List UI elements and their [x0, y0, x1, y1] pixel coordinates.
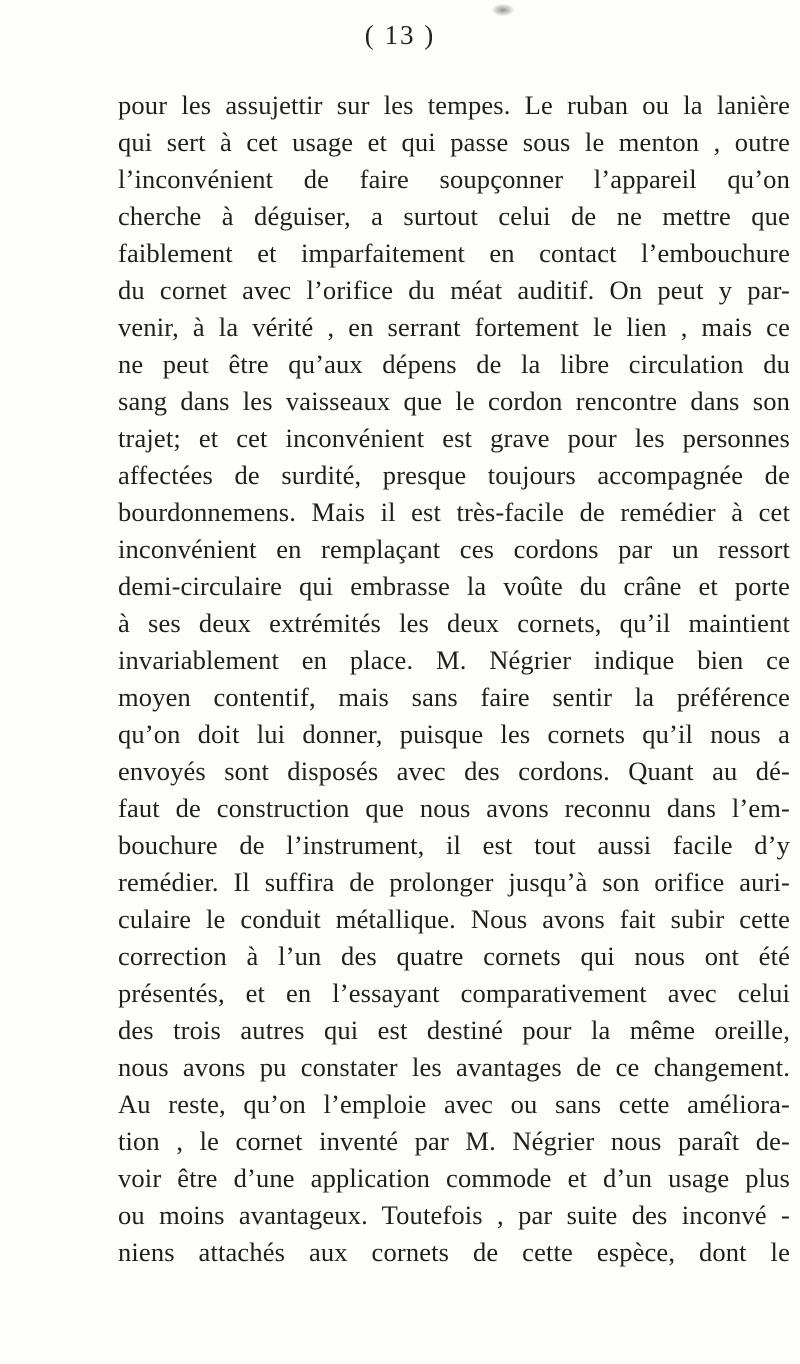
text-line: bourdonnemens. Mais il est très-facile de remédier à cet — [118, 497, 790, 527]
text-line: ne peut être qu’aux dépens de la libre circulation du — [118, 349, 790, 379]
text-line: qu’on doit lui donner, puisque les cornets qu’il nous a — [118, 719, 790, 749]
text-line: cherche à déguiser, a surtout celui de ne mettre que — [118, 201, 790, 231]
text-line: invariablement en place. M. Négrier indique bien ce — [118, 645, 790, 675]
text-line: envoyés sont disposés avec des cordons. Quant au dé- — [118, 756, 790, 786]
text-line: présentés, et en l’essayant comparativement avec celui — [118, 978, 790, 1008]
text-line: faiblement et imparfaitement en contact l’embouchure — [118, 238, 790, 268]
text-line: nous avons pu constater les avantages de ce changement. — [118, 1052, 790, 1082]
text-line: bouchure de l’instrument, il est tout aussi facile d’y — [118, 830, 790, 860]
text-line: tion , le cornet inventé par M. Négrier nous paraît de- — [118, 1126, 790, 1156]
text-line: demi-circulaire qui embrasse la voûte du crâne et porte — [118, 571, 790, 601]
body-text — [118, 87, 790, 1271]
text-line: inconvénient en remplaçant ces cordons par un ressort — [118, 534, 790, 564]
text-line: ou moins avantageux. Toutefois , par suite des inconvé - — [118, 1200, 790, 1230]
text-line: correction à l’un des quatre cornets qui nous ont été — [118, 941, 790, 971]
text-line: Au reste, qu’on l’emploie avec ou sans cette améliora- — [118, 1089, 790, 1119]
page-number: ( 13 ) — [364, 20, 436, 50]
text-line: à ses deux extrémités les deux cornets, qu’il maintient — [118, 608, 790, 638]
ink-smudge — [492, 4, 514, 16]
text-line: venir, à la vérité , en serrant fortement le lien , mais ce — [118, 312, 790, 342]
text-line: trajet; et cet inconvénient est grave pour les personnes — [118, 423, 790, 453]
text-line: qui sert à cet usage et qui passe sous le menton , outre — [118, 127, 790, 157]
text-line: du cornet avec l’orifice du méat auditif. On peut y par- — [118, 275, 790, 305]
text-line: pour les assujettir sur les tempes. Le ruban ou la lanière — [118, 90, 790, 120]
text-line: remédier. Il suffira de prolonger jusqu’à son orifice auri- — [118, 867, 790, 897]
text-line: des trois autres qui est destiné pour la même oreille, — [118, 1015, 790, 1045]
text-line: niens attachés aux cornets de cette espèce, dont le — [118, 1237, 790, 1267]
text-line: culaire le conduit métallique. Nous avons fait subir cette — [118, 904, 790, 934]
text-line: voir être d’une application commode et d’un usage plus — [118, 1163, 790, 1193]
text-line: faut de construction que nous avons reconnu dans l’em- — [118, 793, 790, 823]
text-line: l’inconvénient de faire soupçonner l’appareil qu’on — [118, 164, 790, 194]
text-line: sang dans les vaisseaux que le cordon rencontre dans son — [118, 386, 790, 416]
text-line: affectées de surdité, presque toujours accompagnée de — [118, 460, 790, 490]
text-line: moyen contentif, mais sans faire sentir la préférence — [118, 682, 790, 712]
